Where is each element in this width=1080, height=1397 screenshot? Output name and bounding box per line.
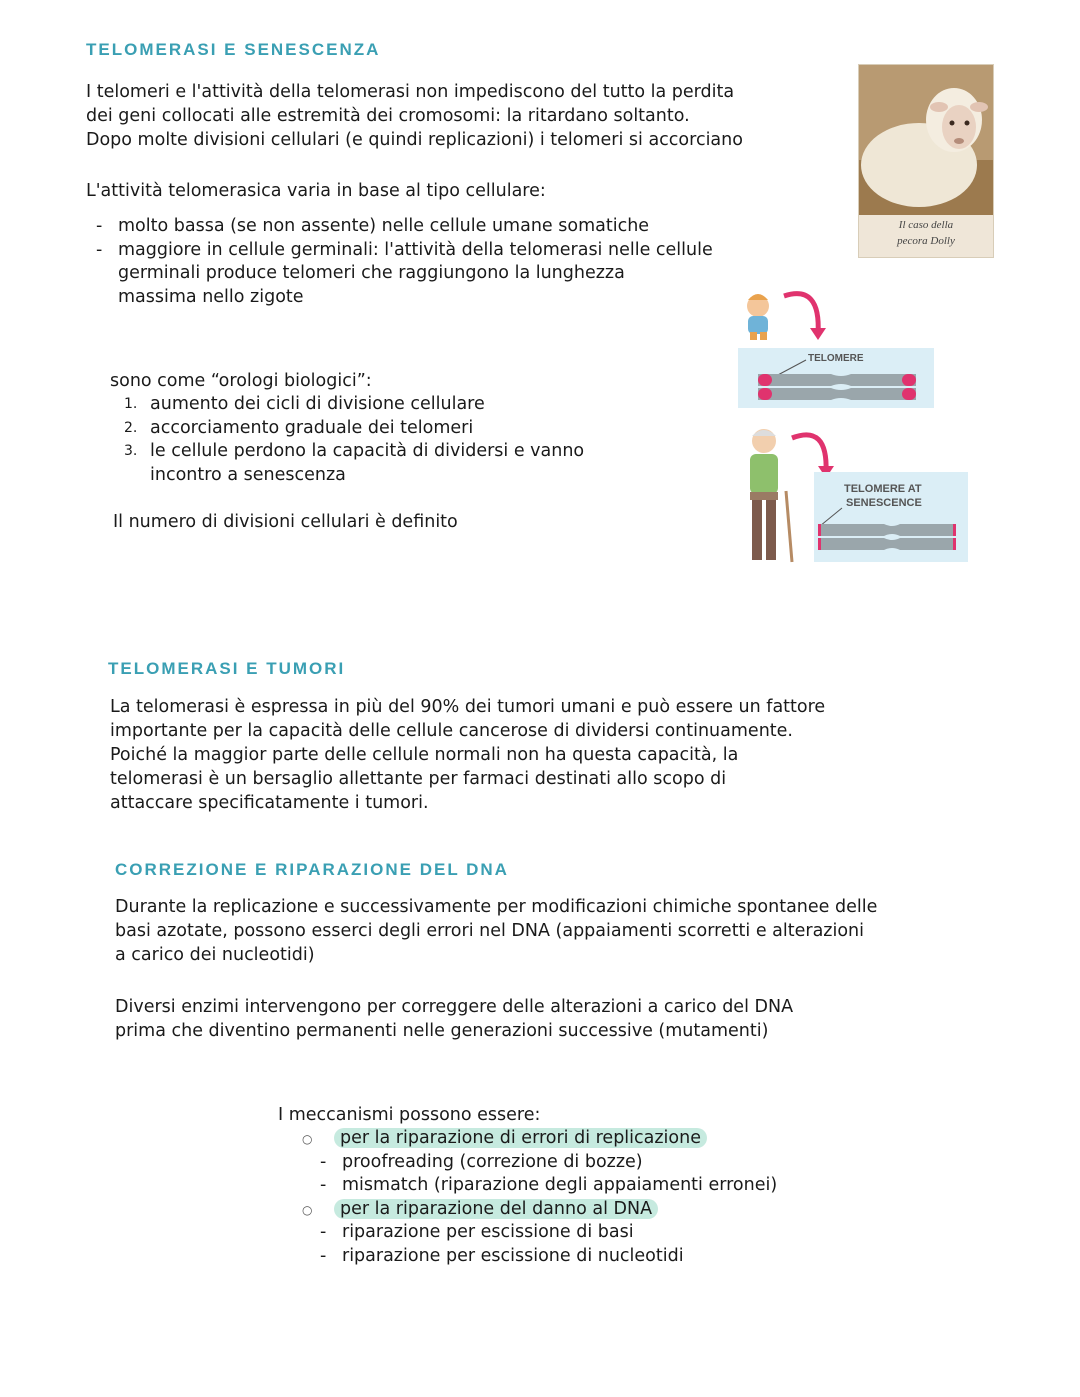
dna-errors-paragraph — [115, 895, 877, 967]
mechanisms-list — [280, 1127, 777, 1268]
section-heading-tumors: TELOMERASI E TUMORI — [108, 659, 346, 678]
list-item: - molto bassa (se non assente) nelle cellule umane somatiche — [88, 215, 713, 239]
section-heading-senescence: TELOMERASI E SENESCENZA — [86, 40, 381, 59]
list-item: 2. accorciamento graduale dei telomeri — [124, 417, 474, 438]
clock-title: sono come “orologi biologici”: — [110, 371, 372, 391]
list-item: 3. le cellule perdono la capacità di dividersi e vanno incontro a senescenza — [124, 441, 585, 485]
dna-line: a carico dei nucleotidi) — [115, 945, 315, 965]
telomere-shortening-diagram — [736, 286, 976, 576]
tumors-line: attaccare specificatamente i tumori. — [110, 793, 429, 813]
intro-line: I telomeri e l'attività della telomerasi non impediscono del tutto la perdita — [86, 82, 735, 102]
list-item: - proofreading (correzione di bozze) — [280, 1151, 777, 1175]
section-heading-dna-repair: CORREZIONE E RIPARAZIONE DEL DNA — [115, 860, 509, 879]
activity-title: L'attività telomerasica varia in base al tipo cellulare: — [86, 181, 546, 201]
list-item: - maggiore in cellule germinali: l'attività della telomerasi nelle cellule germinali produce telomeri che raggiungono la lunghezza massima nello zigote — [88, 239, 713, 310]
clock-steps-list — [120, 393, 584, 487]
mechanism-group-damage: ○ per la riparazione del danno al DNA — [280, 1198, 777, 1222]
child-figure — [747, 294, 769, 340]
telomere-label: TELOMERE — [808, 353, 864, 364]
senescence-label: TELOMERE AT SENESCENCE — [844, 483, 922, 509]
tumors-line: Poiché la maggior parte delle cellule normali non ha questa capacità, la — [110, 745, 739, 765]
list-item: - riparazione per escissione di basi — [280, 1221, 777, 1245]
intro-line: Dopo molte divisioni cellulari (e quindi replicazioni) i telomeri si accorciano — [86, 130, 743, 150]
divisions-note: Il numero di divisioni cellulari è definito — [113, 512, 458, 532]
photo-caption: Il caso della pecora Dolly — [897, 219, 955, 247]
dna-line: Durante la replicazione e successivamente per modificazioni chimiche spontanee delle — [115, 897, 878, 917]
list-item: 1. aumento dei cicli di divisione cellulare — [124, 394, 485, 414]
enzymes-line: prima che diventino permanenti nelle generazioni successive (mutamenti) — [115, 1021, 769, 1041]
intro-line: dei geni collocati alle estremità dei cromosomi: la ritardano soltanto. — [86, 106, 690, 126]
tumors-line: La telomerasi è espressa in più del 90% dei tumori umani e può essere un fattore — [110, 697, 826, 717]
list-item: - riparazione per escissione di nucleotidi — [280, 1245, 777, 1269]
tumors-line: importante per la capacità delle cellule cancerose di dividersi continuamente. — [110, 721, 793, 741]
list-item: - mismatch (riparazione degli appaiamenti erronei) — [280, 1174, 777, 1198]
tumors-line: telomerasi è un bersaglio allettante per farmaci destinati allo scopo di — [110, 769, 727, 789]
mechanisms-title: I meccanismi possono essere: — [278, 1105, 541, 1125]
activity-list — [88, 215, 713, 309]
elderly-figure — [750, 429, 792, 562]
enzymes-line: Diversi enzimi intervengono per correggere delle alterazioni a carico del DNA — [115, 997, 794, 1017]
mechanism-group-replication: ○ per la riparazione di errori di replicazione — [280, 1127, 777, 1151]
enzymes-paragraph — [115, 995, 793, 1043]
intro-paragraph — [86, 80, 743, 152]
dolly-sheep-photo — [858, 64, 994, 258]
dna-line: basi azotate, possono esserci degli errori nel DNA (appaiamenti scorretti e alterazioni — [115, 921, 865, 941]
arrow-young — [784, 294, 818, 334]
sheep-illustration — [859, 65, 993, 215]
tumors-paragraph — [110, 695, 825, 815]
